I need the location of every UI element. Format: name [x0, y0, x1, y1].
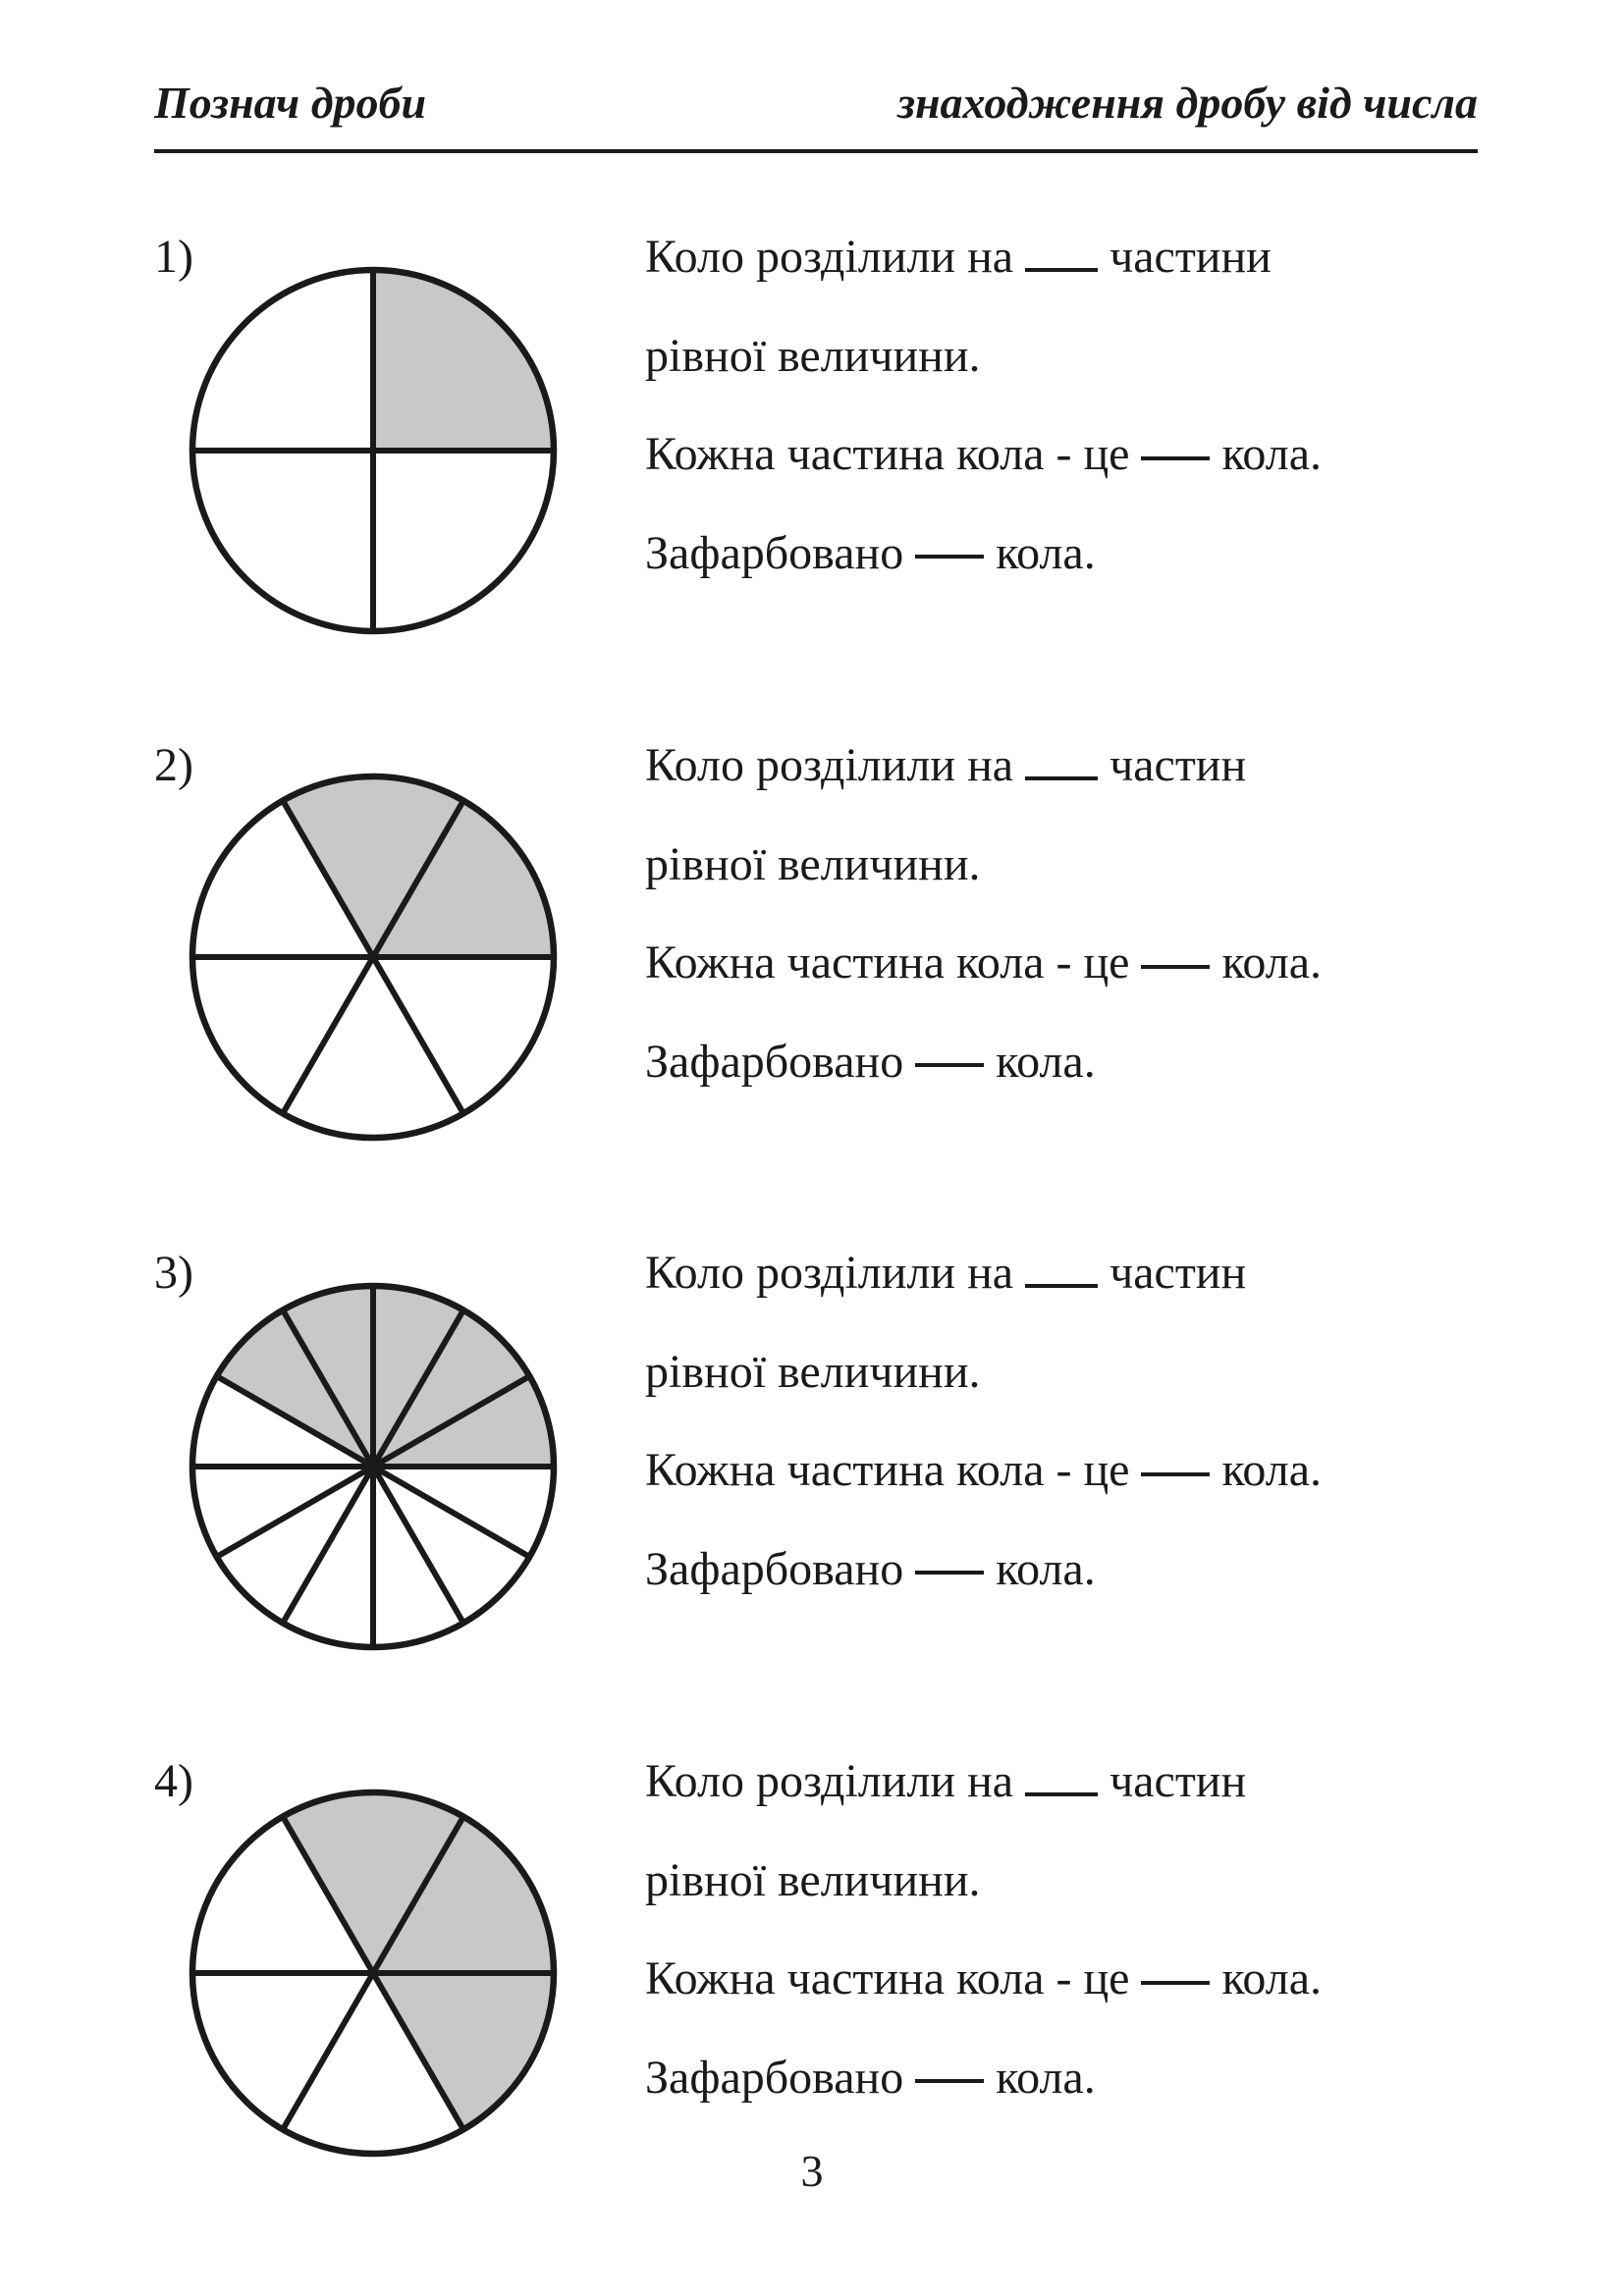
exercise-number: 3) — [154, 1247, 193, 1299]
each-part-line — [645, 405, 1322, 505]
fraction-blank — [915, 1063, 984, 1067]
line-text: Зафарбовано — [645, 2051, 904, 2104]
fraction-blank — [1141, 965, 1210, 969]
fraction-blank — [915, 2079, 984, 2083]
fraction-circle — [182, 766, 565, 1148]
each-part-line — [645, 914, 1322, 1013]
fraction-circle — [182, 1782, 565, 2164]
exercise-text — [645, 208, 1322, 603]
fraction-circle — [182, 1275, 565, 1658]
answer-blank — [1025, 776, 1098, 780]
line-text: частин — [1110, 1755, 1247, 1807]
line-text: Зафарбовано — [645, 526, 904, 579]
line-text: Зафарбовано — [645, 1542, 904, 1595]
answer-blank — [1025, 1284, 1098, 1288]
exercise-text — [645, 717, 1322, 1111]
line-text: кола. — [996, 1035, 1096, 1088]
header-rule — [154, 149, 1478, 153]
equal-size-line: рівної величини. — [645, 329, 981, 382]
header-section-title: знаходження дробу від числа — [897, 78, 1478, 128]
equal-size-line: рівної величини. — [645, 1345, 981, 1398]
shaded-part-line — [645, 2029, 1322, 2128]
equal-size-line: рівної величини. — [645, 1853, 981, 1906]
shaded-part-line — [645, 1521, 1322, 1620]
parts-count-line — [645, 208, 1322, 307]
line-text: кола. — [1221, 936, 1322, 988]
line-text: частин — [1110, 739, 1247, 791]
line-text: кола. — [1221, 1444, 1322, 1496]
fraction-circle — [182, 259, 565, 642]
header-topic-title: Познач дроби — [154, 78, 427, 128]
each-part-line — [645, 1421, 1322, 1521]
line-text: кола. — [996, 526, 1096, 579]
parts-count-line — [645, 1224, 1322, 1323]
page-number: 3 — [800, 2146, 824, 2196]
line-text: кола. — [996, 2051, 1096, 2104]
line-text: Коло розділили на — [645, 1247, 1014, 1299]
fraction-blank — [915, 555, 984, 559]
line-text: частин — [1110, 1247, 1247, 1299]
line-text: кола. — [1221, 1952, 1322, 2004]
line-text: Кожна частина кола - це — [645, 1444, 1130, 1496]
fraction-blank — [1141, 456, 1210, 460]
line-text: Кожна частина кола - це — [645, 936, 1130, 988]
line-text: Коло розділили на — [645, 231, 1014, 283]
parts-count-line — [645, 717, 1322, 816]
exercise-number: 1) — [154, 231, 193, 283]
line-text: Коло розділили на — [645, 739, 1014, 791]
shaded-part-line — [645, 505, 1322, 604]
line-text: Кожна частина кола - це — [645, 428, 1130, 480]
line-text: кола. — [1221, 428, 1322, 480]
exercise-number: 4) — [154, 1755, 193, 1807]
exercise-text — [645, 1224, 1322, 1619]
answer-blank — [1025, 1792, 1098, 1796]
line-text: Кожна частина кола - це — [645, 1952, 1130, 2004]
line-text: Зафарбовано — [645, 1035, 904, 1088]
answer-blank — [1025, 268, 1098, 272]
exercise-number: 2) — [154, 739, 193, 791]
fraction-blank — [1141, 1472, 1210, 1476]
fraction-blank — [915, 1571, 984, 1575]
shaded-part-line — [645, 1013, 1322, 1112]
line-text: частини — [1110, 231, 1272, 283]
center-point — [365, 1459, 381, 1474]
parts-count-line — [645, 1733, 1322, 1832]
exercise-text — [645, 1733, 1322, 2127]
each-part-line — [645, 1930, 1322, 2029]
fraction-blank — [1141, 1981, 1210, 1985]
equal-size-line: рівної величини. — [645, 837, 981, 890]
line-text: кола. — [996, 1542, 1096, 1595]
line-text: Коло розділили на — [645, 1755, 1014, 1807]
